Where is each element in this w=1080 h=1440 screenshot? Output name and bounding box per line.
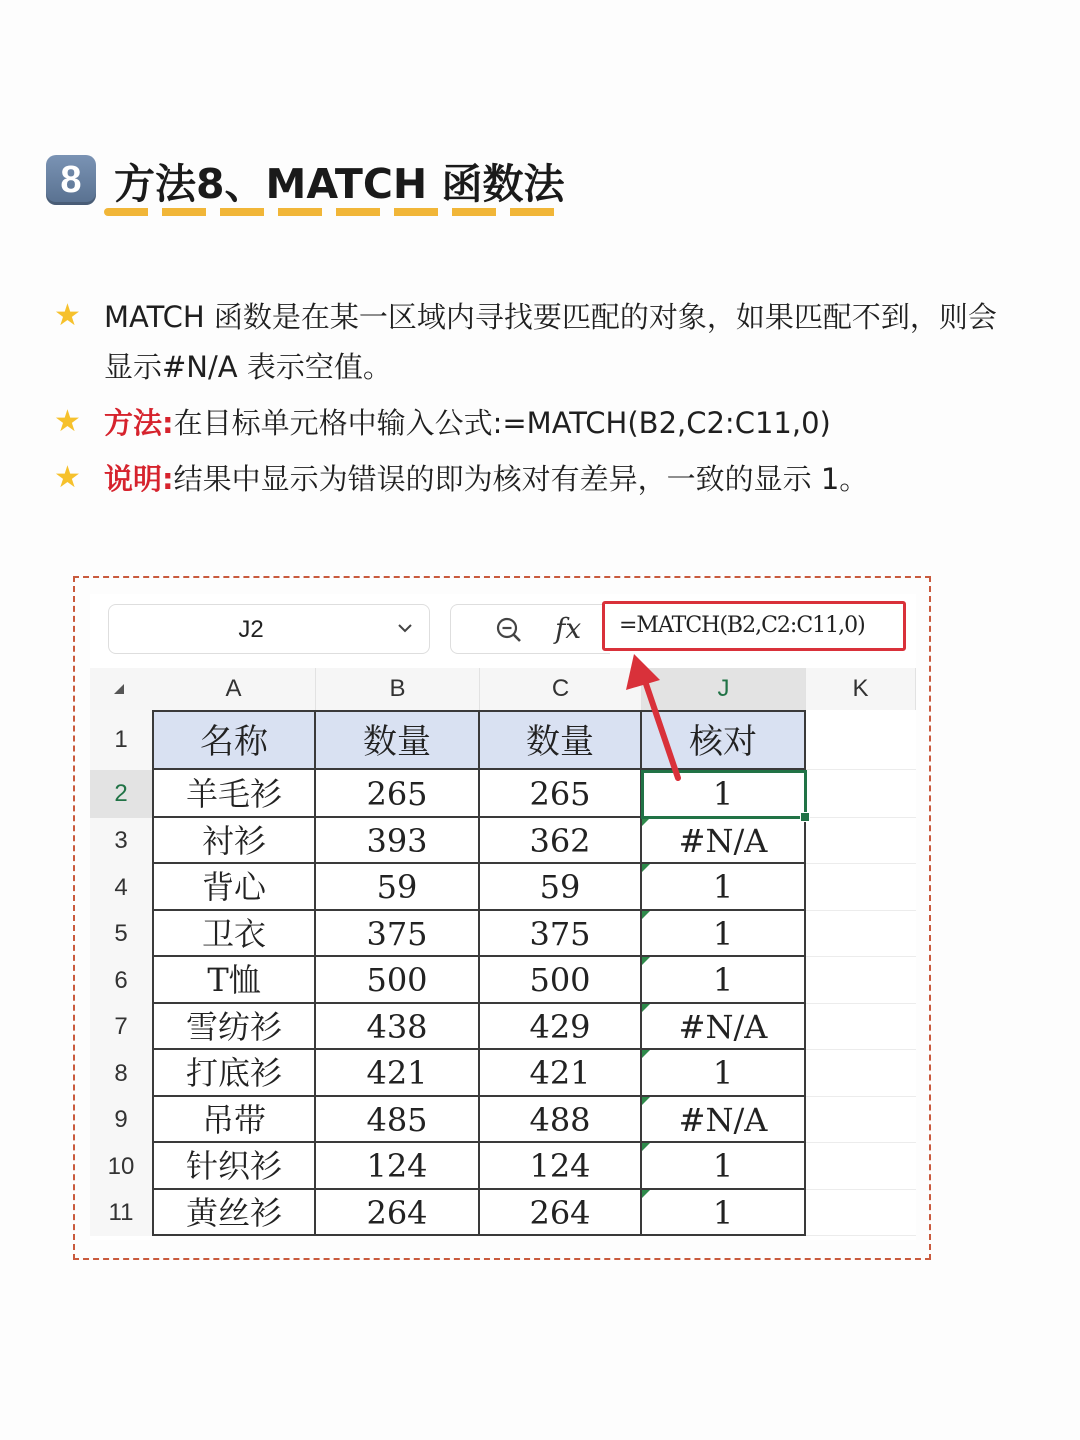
table-cell[interactable]: 488 [480,1097,642,1143]
table-cell[interactable]: 1 [642,770,806,818]
table-cell[interactable]: 485 [316,1097,480,1143]
table-cell[interactable]: 衬衫 [152,818,316,864]
row-header-1[interactable]: 1 [90,710,152,770]
table-cell[interactable]: 羊毛衫 [152,770,316,818]
bullet-lead: 说明: [104,462,174,496]
table-cell[interactable]: 1 [642,864,806,911]
table-cell[interactable]: 1 [642,1190,806,1236]
bullet-text [104,292,1024,392]
column-header-j[interactable]: J [642,668,806,710]
table-cell[interactable]: 卫衣 [152,911,316,957]
table-cell[interactable]: 438 [316,1004,480,1050]
row-header-6[interactable]: 6 [90,957,152,1004]
table-cell[interactable]: #N/A [642,818,806,864]
table-cell[interactable]: 429 [480,1004,642,1050]
empty-cell[interactable] [806,1143,916,1190]
bullet-list [54,292,1034,510]
table-cell[interactable]: 500 [316,957,480,1004]
name-box[interactable] [108,604,430,654]
title-row [46,150,565,210]
column-header-a[interactable]: A [152,668,316,710]
row-header-9[interactable]: 9 [90,1097,152,1143]
bullet-text [104,454,1024,504]
table-cell[interactable]: #N/A [642,1004,806,1050]
table-header-cell[interactable]: 核对 [642,710,806,770]
star-icon: ★ [54,298,81,333]
table-cell[interactable]: 375 [316,911,480,957]
formula-input[interactable] [602,601,906,651]
bullet-body: MATCH 函数是在某一区域内寻找要匹配的对象，如果匹配不到，则会显示#N/A 表示空值。 [104,300,997,384]
table-cell[interactable]: 124 [480,1143,642,1190]
row-header-11[interactable]: 11 [90,1190,152,1236]
table-cell[interactable]: 雪纺衫 [152,1004,316,1050]
bullet-body: 结果中显示为错误的即为核对有差异，一致的显示 1。 [173,462,869,496]
select-all-icon [114,684,124,694]
table-cell[interactable]: 59 [480,864,642,911]
table-header-cell[interactable]: 数量 [316,710,480,770]
red-arrow-icon [620,650,700,790]
row-header-4[interactable]: 4 [90,864,152,911]
formula-text: =MATCH(B2,C2:C11,0) [619,613,865,638]
table-cell[interactable]: 265 [480,770,642,818]
table-cell[interactable]: 1 [642,957,806,1004]
table-cell[interactable]: 吊带 [152,1097,316,1143]
bullet-item [54,292,1034,392]
row-header-10[interactable]: 10 [90,1143,152,1190]
table-cell[interactable]: 264 [480,1190,642,1236]
zoom-icon[interactable] [495,616,523,644]
bullet-item [54,398,1034,448]
empty-cell[interactable] [806,1050,916,1097]
empty-cell[interactable] [806,770,916,818]
table-header-cell[interactable]: 数量 [480,710,642,770]
empty-cell[interactable] [806,1190,916,1236]
empty-cell[interactable] [806,710,916,770]
column-header-c[interactable]: C [480,668,642,710]
row-header-2[interactable]: 2 [90,770,152,818]
table-cell[interactable]: 1 [642,1143,806,1190]
table-cell[interactable]: 500 [480,957,642,1004]
empty-cell[interactable] [806,818,916,864]
table-cell[interactable]: 362 [480,818,642,864]
star-icon: ★ [54,404,81,439]
empty-cell[interactable] [806,1004,916,1050]
table-header-cell[interactable]: 名称 [152,710,316,770]
table-cell[interactable]: 375 [480,911,642,957]
bullet-lead: 方法: [104,406,174,440]
table-cell[interactable]: 背心 [152,864,316,911]
star-icon: ★ [54,460,81,495]
row-header-7[interactable]: 7 [90,1004,152,1050]
select-all-corner[interactable] [90,668,152,710]
table-cell[interactable]: 黄丝衫 [152,1190,316,1236]
table-cell[interactable]: 265 [316,770,480,818]
chevron-down-icon[interactable] [395,618,415,638]
table-cell[interactable]: 421 [480,1050,642,1097]
column-header-k[interactable]: K [806,668,916,710]
row-header-8[interactable]: 8 [90,1050,152,1097]
bullet-body: 在目标单元格中输入公式:=MATCH(B2,C2:C11,0) [173,406,831,440]
column-header-b[interactable]: B [316,668,480,710]
formula-tools [450,604,610,654]
table-cell[interactable]: 124 [316,1143,480,1190]
bullet-item [54,454,1034,504]
title-underline [104,208,566,216]
table-cell[interactable]: 1 [642,1050,806,1097]
table-cell[interactable]: 421 [316,1050,480,1097]
empty-cell[interactable] [806,957,916,1004]
page-title: 方法8、MATCH 函数法 [114,159,565,208]
table-cell[interactable]: 针织衫 [152,1143,316,1190]
name-box-value: J2 [238,616,264,643]
table-cell[interactable]: 1 [642,911,806,957]
row-header-3[interactable]: 3 [90,818,152,864]
empty-cell[interactable] [806,1097,916,1143]
empty-cell[interactable] [806,864,916,911]
empty-cell[interactable] [806,911,916,957]
table-cell[interactable]: 264 [316,1190,480,1236]
table-cell[interactable]: #N/A [642,1097,806,1143]
table-cell[interactable]: 59 [316,864,480,911]
table-cell[interactable]: 393 [316,818,480,864]
table-cell[interactable]: T恤 [152,957,316,1004]
bullet-text [104,398,1024,448]
keycap-8-icon: 8 [46,155,96,205]
row-header-5[interactable]: 5 [90,911,152,957]
fx-icon[interactable]: fx [555,612,582,645]
table-cell[interactable]: 打底衫 [152,1050,316,1097]
